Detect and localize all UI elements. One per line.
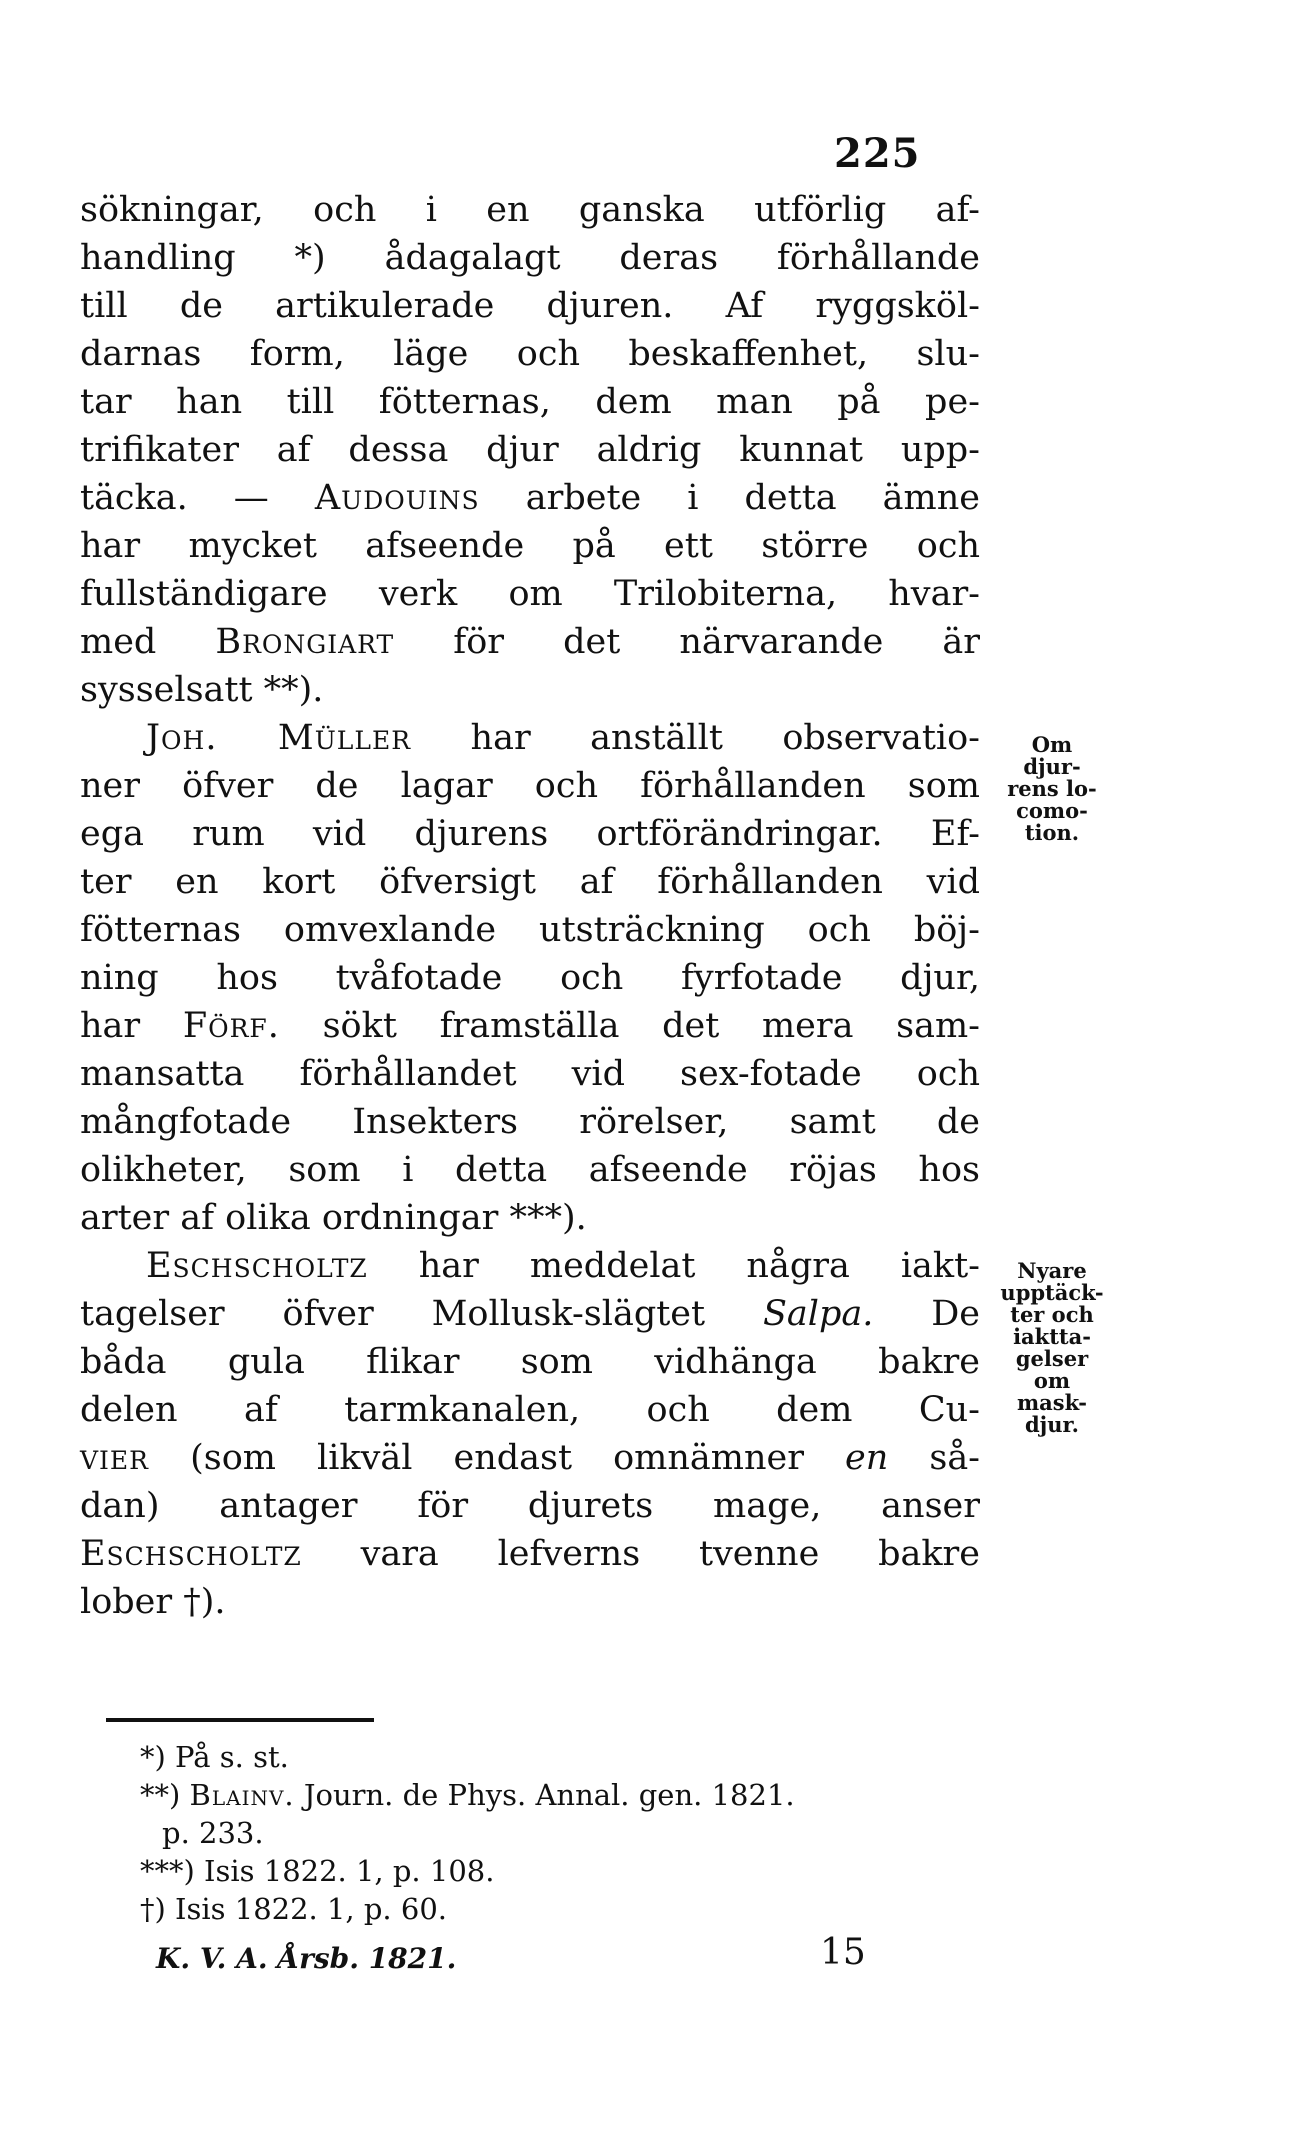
text-line: olikheter, som i detta afseende röjas hos <box>80 1150 980 1190</box>
margin-note-line: om <box>1033 1368 1071 1393</box>
text-line: fullständigare verk om Trilobiterna, hvar- <box>80 574 980 614</box>
text-line: dan) antager för djurets mage, anser <box>80 1486 980 1526</box>
footnote: †) Isis 1822. 1, p. 60. <box>140 1892 447 1926</box>
margin-note-line: djur. <box>1025 1412 1079 1437</box>
footnote-continuation: p. 233. <box>162 1816 264 1850</box>
text-fragment: så- <box>888 1438 981 1478</box>
margin-note-line: como- <box>1016 798 1088 823</box>
text-line: arter af olika ordningar ***). <box>80 1198 587 1238</box>
text-line: sökningar, och i en ganska utförlig af- <box>80 190 980 230</box>
text-line <box>80 1002 980 1050</box>
text-line: darnas form, läge och beskaffenhet, slu- <box>80 334 980 374</box>
footnote <box>140 1776 970 1814</box>
text-line: ning hos tvåfotade och fyrfotade djur, <box>80 958 980 998</box>
margin-note-line: ter och <box>1010 1302 1094 1327</box>
text-line <box>80 474 980 522</box>
text-fragment: (som likväl endast omnämner <box>149 1438 846 1478</box>
margin-note-line: Nyare <box>1017 1258 1087 1283</box>
text-fragment: **) <box>140 1778 190 1812</box>
text-line: mansatta förhållandet vid sex-fotade och <box>80 1054 980 1094</box>
printer-signature: K. V. A. Årsb. 1821. <box>156 1942 457 1975</box>
text-line: lober †). <box>80 1582 226 1622</box>
author-name: Audouins <box>314 478 480 518</box>
text-line: handling *) ådagalagt deras förhållande <box>80 238 980 278</box>
text-line: har mycket afseende på ett större och <box>80 526 980 566</box>
author-name: Eschscholtz <box>80 1534 302 1574</box>
margin-note-line: upptäck- <box>1000 1280 1104 1305</box>
text-line: ter en kort öfversigt af förhållanden vid <box>80 862 980 902</box>
text-line <box>80 1290 980 1338</box>
author-name: Blainv. <box>189 1778 295 1812</box>
genus-name: Salpa. <box>762 1294 874 1334</box>
text-line <box>80 1242 980 1290</box>
text-line: delen af tarmkanalen, och dem Cu- <box>80 1390 980 1430</box>
emphasis: en <box>845 1438 889 1478</box>
author-name: Joh. Müller <box>146 718 412 758</box>
margin-note-line: tion. <box>1024 820 1080 845</box>
sheet-number: 15 <box>820 1932 866 1973</box>
text-line: tar han till fötternas, dem man på pe- <box>80 382 980 422</box>
text-line <box>80 714 980 762</box>
margin-note-line: iaktta- <box>1013 1324 1091 1349</box>
text-fragment: sökt framställa det mera sam- <box>279 1006 980 1046</box>
author-name: Brongiart <box>215 622 395 662</box>
text-fragment: täcka. — <box>80 478 315 518</box>
text-line <box>80 1434 980 1482</box>
author-name: Eschscholtz <box>146 1246 368 1286</box>
footnote-divider <box>106 1718 374 1722</box>
margin-note-discoveries <box>1000 1260 1104 1436</box>
text-fragment: tagelser öfver Mollusk-slägtet <box>80 1294 763 1334</box>
text-line: ega rum vid djurens ortförändringar. Ef- <box>80 814 980 854</box>
text-fragment: med <box>80 622 216 662</box>
text-fragment: har meddelat några iakt- <box>367 1246 980 1286</box>
text-line: båda gula flikar som vidhänga bakre <box>80 1342 980 1382</box>
text-line <box>80 1530 980 1578</box>
text-line <box>80 618 980 666</box>
page-number: 225 <box>834 130 921 177</box>
footnote: ***) Isis 1822. 1, p. 108. <box>140 1854 495 1888</box>
text-fragment: De <box>873 1294 980 1334</box>
author-name: Förf. <box>182 1006 280 1046</box>
margin-note-line: rens lo- <box>1007 776 1097 801</box>
text-line: sysselsatt **). <box>80 670 324 710</box>
text-fragment: arbete i detta ämne <box>479 478 980 518</box>
margin-note-line: Om djur- <box>1023 732 1081 779</box>
text-line: ner öfver de lagar och förhållanden som <box>80 766 980 806</box>
text-fragment: har anställt observatio- <box>411 718 981 758</box>
text-fragment: vara lefverns tvenne bakre <box>301 1534 980 1574</box>
text-fragment: Journ. de Phys. Annal. gen. 1821. <box>294 1778 795 1812</box>
text-line: till de artikulerade djuren. Af ryggsköl- <box>80 286 980 326</box>
margin-note-line: mask- <box>1016 1390 1088 1415</box>
margin-note-locomotion <box>1002 734 1102 844</box>
footnote: *) På s. st. <box>140 1740 289 1774</box>
author-name: vier <box>80 1438 150 1478</box>
text-line: fötternas omvexlande utsträckning och böj- <box>80 910 980 950</box>
text-fragment: för det närvarande är <box>394 622 980 662</box>
text-line: trifikater af dessa djur aldrig kunnat upp- <box>80 430 980 470</box>
text-fragment: har <box>80 1006 183 1046</box>
margin-note-line: gelser <box>1015 1346 1089 1371</box>
text-line: mångfotade Insekters rörelser, samt de <box>80 1102 980 1142</box>
